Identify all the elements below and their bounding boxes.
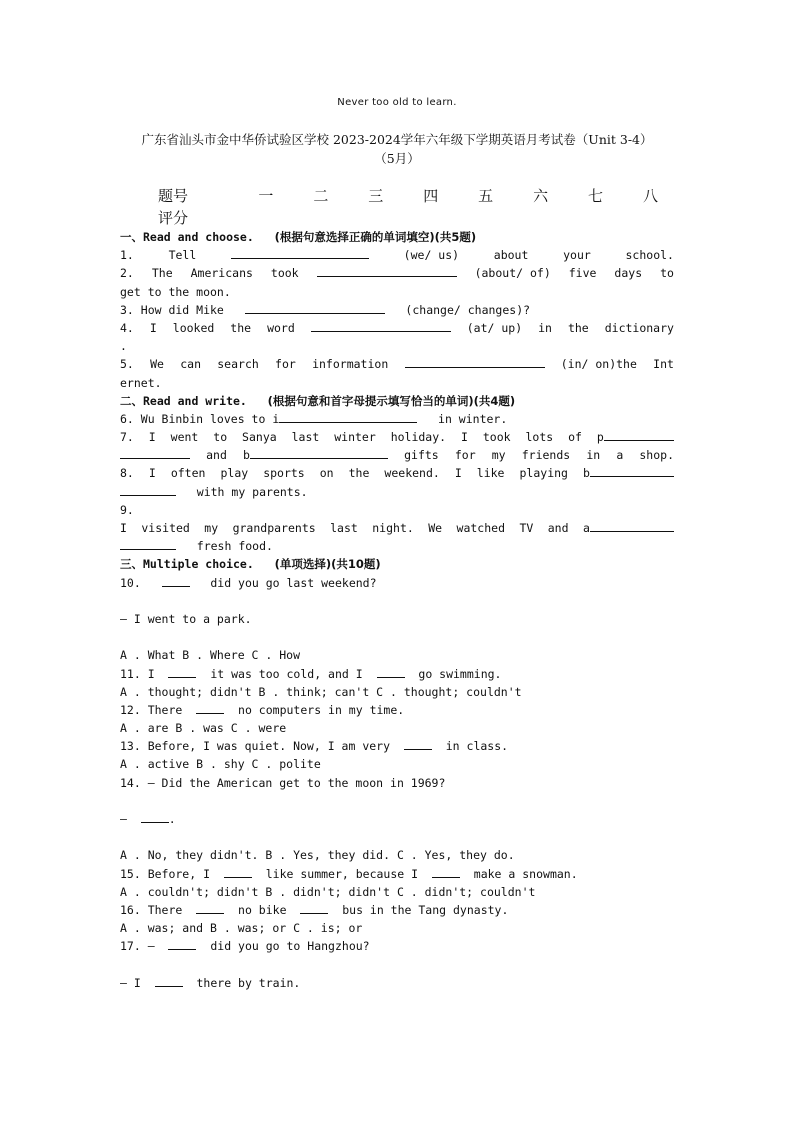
score-table <box>158 184 678 228</box>
question-10-options[interactable]: A . What B . Where C . How <box>120 648 301 663</box>
answer-blank[interactable] <box>377 665 405 678</box>
question-5: 5. We can search for information (in/ on)the Int <box>120 357 674 372</box>
answer-blank[interactable] <box>162 574 190 587</box>
question-14: 14. — Did the American get to the moon in 1969? <box>120 775 446 790</box>
section-1-heading: 一、Read and choose. (根据句意选择正确的单词填空)(共5题) <box>120 230 477 244</box>
question-6: 6. Wu Binbin loves to i in winter. <box>120 411 508 426</box>
score-table-header: 六 <box>533 186 549 205</box>
answer-blank[interactable] <box>168 937 196 950</box>
answer-blank[interactable] <box>404 737 432 750</box>
question-12-options[interactable]: A . are B . was C . were <box>120 721 287 736</box>
score-table-header: 五 <box>478 186 494 205</box>
score-table-header: 二 <box>313 186 329 205</box>
answer-blank[interactable] <box>120 483 176 496</box>
exam-content <box>120 228 674 992</box>
answer-blank[interactable] <box>590 519 674 532</box>
question-9: I visited my grandparents last night. We watched TV and a <box>120 519 674 537</box>
question-13: 13. Before, I was quiet. Now, I am very in class. <box>120 739 509 754</box>
question-1: 1. Tell (we/ us) about your school. <box>120 248 674 263</box>
question-4-cont: . <box>120 339 127 354</box>
question-5-cont: ernet. <box>120 375 162 390</box>
question-16: 16. There no bike bus in the Tang dynasty. <box>120 902 509 917</box>
answer-blank[interactable] <box>311 319 451 332</box>
answer-blank[interactable] <box>141 810 169 823</box>
answer-blank[interactable] <box>231 246 369 259</box>
question-17: 17. — did you go to Hangzhou? <box>120 939 370 954</box>
score-table-label-question: 题号 <box>158 186 189 205</box>
question-15: 15. Before, I like summer, because I make a snowman. <box>120 866 578 881</box>
question-7-cont: and b gifts for my friends in a shop. <box>120 446 674 464</box>
score-table-score-row <box>158 206 678 228</box>
score-table-label-score: 评分 <box>158 208 189 227</box>
question-14-answer: — . <box>120 812 176 826</box>
question-15-options[interactable]: A . couldn't; didn't B . didn't; didn't C . didn't; couldn't <box>120 884 536 899</box>
answer-blank[interactable] <box>196 901 224 914</box>
answer-blank[interactable] <box>245 301 385 314</box>
answer-blank[interactable] <box>432 865 460 878</box>
score-table-header: 七 <box>588 186 604 205</box>
exam-title-line2: （5月） <box>374 151 420 166</box>
question-14-options[interactable]: A . No, they didn't. B . Yes, they did. C . Yes, they do. <box>120 848 515 863</box>
question-11-options[interactable]: A . thought; didn't B . think; can't C . thought; couldn't <box>120 684 522 699</box>
answer-blank[interactable] <box>590 464 674 477</box>
score-table-header: 一 <box>258 186 274 205</box>
answer-blank[interactable] <box>120 446 190 459</box>
score-table-header: 八 <box>642 186 658 205</box>
section-3-heading: 三、Multiple choice. (单项选择)(共10题) <box>120 557 381 572</box>
answer-blank[interactable] <box>317 264 457 277</box>
question-13-options[interactable]: A . active B . shy C . polite <box>120 757 321 772</box>
question-11: 11. I it was too cold, and I go swimming. <box>120 666 502 681</box>
question-17-answer: — I there by train. <box>120 975 301 990</box>
score-table-header: 四 <box>423 186 439 205</box>
question-10-answer: — I went to a park. <box>120 611 252 626</box>
question-8: 8. I often play sports on the weekend. I like playing b <box>120 464 674 482</box>
question-3: 3. How did Mike (change/ changes)? <box>120 302 531 317</box>
question-9-cont: fresh food. <box>120 537 674 555</box>
answer-blank[interactable] <box>224 865 252 878</box>
answer-blank[interactable] <box>405 355 545 368</box>
score-table-header: 三 <box>368 186 384 205</box>
question-10: 10. did you go last weekend? <box>120 575 377 590</box>
exam-title <box>110 130 684 168</box>
score-table-header-row <box>158 184 678 206</box>
answer-blank[interactable] <box>196 701 224 714</box>
answer-blank[interactable] <box>120 537 176 550</box>
answer-blank[interactable] <box>155 974 183 987</box>
answer-blank[interactable] <box>250 446 388 459</box>
question-4: 4. I looked the word (at/ up) in the dictionary <box>120 320 674 335</box>
question-2: 2. The Americans took (about/ of) five days to <box>120 266 674 281</box>
answer-blank[interactable] <box>279 410 417 423</box>
exam-title-line1: 广东省汕头市金中华侨试验区学校 2023-2024学年六年级下学期英语月考试卷（Unit 3-4） <box>141 132 653 147</box>
question-7: 7. I went to Sanya last winter holiday. I took lots of p <box>120 428 674 446</box>
answer-blank[interactable] <box>168 665 196 678</box>
header-motto: Never too old to learn. <box>337 97 457 108</box>
answer-blank[interactable] <box>300 901 328 914</box>
section-2-heading: 二、Read and write. (根据句意和首字母提示填写恰当的单词)(共4题) <box>120 393 516 408</box>
question-8-cont: with my parents. <box>120 483 674 501</box>
question-16-options[interactable]: A . was; and B . was; or C . is; or <box>120 921 363 936</box>
question-9-number: 9. <box>120 502 134 517</box>
question-12: 12. There no computers in my time. <box>120 702 405 717</box>
answer-blank[interactable] <box>604 428 674 441</box>
question-2-cont: get to the moon. <box>120 284 231 299</box>
